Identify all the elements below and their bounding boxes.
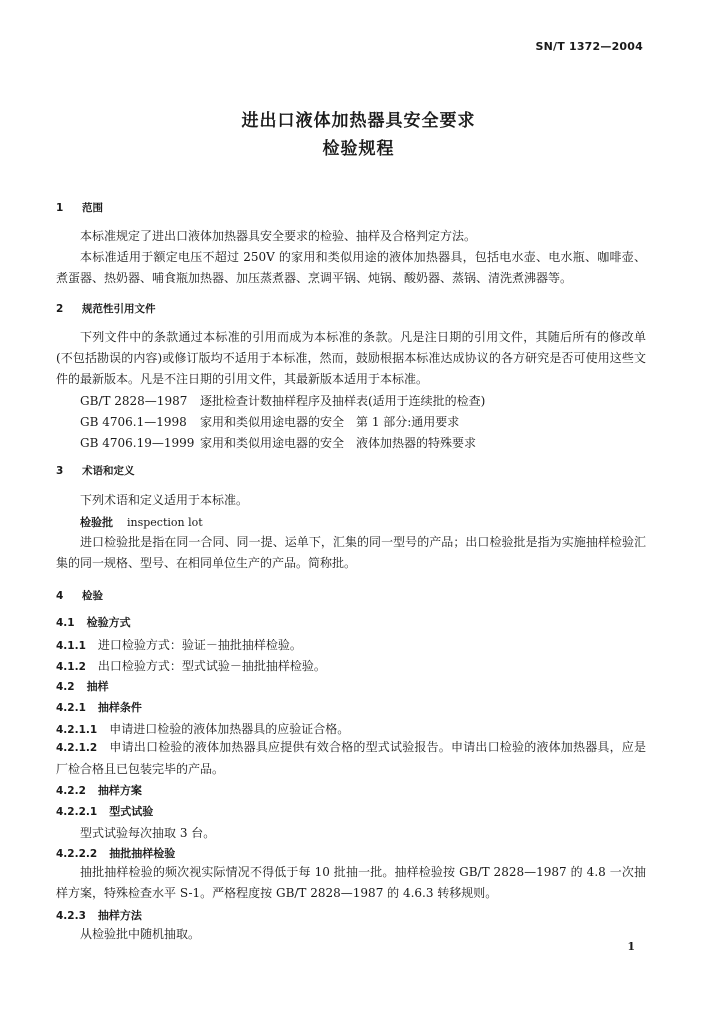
- reference-code: GB/T 2828—1987: [80, 394, 188, 408]
- clause-title: 型式试验: [109, 805, 154, 818]
- clause-4-2-1-2: [56, 737, 646, 780]
- clause-number: 4.2.2: [56, 785, 86, 797]
- reference-title: 家用和类似用途电器的安全 液体加热器的特殊要求: [200, 436, 477, 450]
- section-3-heading: [56, 463, 135, 478]
- clause-number: 4.2.3: [56, 910, 86, 922]
- reference-item: [80, 392, 485, 409]
- section-title: 术语和定义: [82, 465, 135, 477]
- clause-4-1-2: [56, 657, 326, 674]
- reference-item: [80, 413, 459, 430]
- scope-paragraph-2: 本标准适用于额定电压不超过 250V 的家用和类似用途的液体加热器具，包括电水壶、电水瓶、咖啡壶、煮蛋器、热奶器、哺食瓶加热器、加压蒸煮器、烹调平锅、炖锅、酸奶器、蒸锅、清洗煮沸器等。: [56, 250, 646, 285]
- reference-code: GB 4706.19—1999: [80, 436, 195, 450]
- clause-4-2-1-1: [56, 720, 349, 737]
- reference-title: 家用和类似用途电器的安全 第 1 部分:通用要求: [200, 415, 460, 429]
- clause-4-2: [56, 678, 109, 694]
- section-title: 范围: [82, 202, 103, 214]
- term-english: inspection lot: [127, 516, 203, 529]
- clause-number: 4.1.1: [56, 640, 86, 652]
- clause-4-2-2-1-text: 型式试验每次抽取 3 台。: [80, 826, 216, 840]
- section-title: 检验: [82, 590, 103, 602]
- term-chinese: 检验批: [80, 516, 113, 529]
- clause-text: 申请出口检验的液体加热器具应提供有效合格的型式试验报告。申请出口检验的液体加热器具，应是厂检合格且已包装完毕的产品。: [56, 740, 646, 776]
- clause-number: 4.2.1: [56, 702, 86, 714]
- standard-number-header: SN/T 1372—2004: [535, 40, 643, 53]
- clause-number: 4.2.1.2: [56, 742, 98, 754]
- clause-4-1: [56, 614, 131, 630]
- term-definition: 进口检验批是指在同一合同、同一提、运单下，汇集的同一型号的产品；出口检验批是指为实施抽样检验汇集的同一规格、型号、在相同单位生产的产品。简称批。: [56, 535, 646, 570]
- clause-title: 抽样方法: [97, 909, 142, 922]
- clause-text: 申请进口检验的液体加热器具的应验证合格。: [109, 722, 350, 736]
- section-number: 2: [56, 303, 64, 315]
- reference-item: [80, 434, 476, 451]
- terms-intro: 下列术语和定义适用于本标准。: [80, 493, 249, 507]
- clause-title: 抽批抽样检验: [109, 847, 176, 860]
- section-title: 规范性引用文件: [82, 303, 156, 315]
- clause-4-2-2-1: [56, 803, 153, 819]
- section-number: 3: [56, 465, 64, 477]
- reference-title: 逐批检查计数抽样程序及抽样表(适用于连续批的检查): [200, 394, 486, 408]
- clause-title: 抽样条件: [97, 701, 142, 714]
- clause-text: 出口检验方式：型式试验－抽批抽样检验。: [97, 659, 326, 673]
- clause-4-2-1: [56, 699, 142, 715]
- clause-4-1-1: [56, 636, 302, 653]
- document-title: 进出口液体加热器具安全要求: [241, 111, 476, 131]
- clause-4-2-3-text: 从检验批中随机抽取。: [80, 927, 201, 941]
- term-entry: [80, 514, 203, 530]
- clause-title: 抽样: [86, 680, 109, 693]
- clause-number: 4.2.1.1: [56, 724, 98, 736]
- clause-number: 4.2.2.2: [56, 848, 98, 860]
- normative-references-paragraph: 下列文件中的条款通过本标准的引用而成为本标准的条款。凡是注日期的引用文件，其随后所有的修改单(不包括勘误的内容)或修订版均不适用于本标准，然而，鼓励根据本标准达成协议的各方研究是否可使用这些文件的最新版本。凡是不注日期的引用文件，其最新版本适用于本标准。: [56, 330, 646, 386]
- document-subtitle: 检验规程: [322, 139, 395, 159]
- clause-number: 4.1.2: [56, 661, 86, 673]
- section-2-heading: [56, 301, 156, 316]
- section-1-heading: [56, 200, 103, 215]
- clause-4-2-2-2-text: 抽批抽样检验的频次视实际情况不得低于每 10 批抽一批。抽样检验按 GB/T 2828—1987 的 4.8 一次抽样方案，特殊检查水平 S-1。严格程度按 GB/T 2828—1987 的 4.6.3 转移规则。: [56, 865, 646, 900]
- clause-number: 4.2: [56, 681, 75, 693]
- clause-text: 进口检验方式：验证－抽批抽样检验。: [97, 638, 302, 652]
- scope-paragraph-1: 本标准规定了进出口液体加热器具安全要求的检验、抽样及合格判定方法。: [80, 229, 477, 243]
- clause-number: 4.2.2.1: [56, 806, 98, 818]
- clause-4-2-2-2: [56, 845, 175, 861]
- page-number: 1: [627, 940, 635, 953]
- section-number: 1: [56, 202, 64, 214]
- clause-number: 4.1: [56, 617, 75, 629]
- section-number: 4: [56, 590, 64, 602]
- reference-code: GB 4706.1—1998: [80, 415, 187, 429]
- clause-4-2-2: [56, 782, 142, 798]
- clause-4-2-3: [56, 907, 142, 923]
- clause-title: 抽样方案: [97, 784, 142, 797]
- section-4-heading: [56, 588, 103, 603]
- clause-title: 检验方式: [86, 616, 131, 629]
